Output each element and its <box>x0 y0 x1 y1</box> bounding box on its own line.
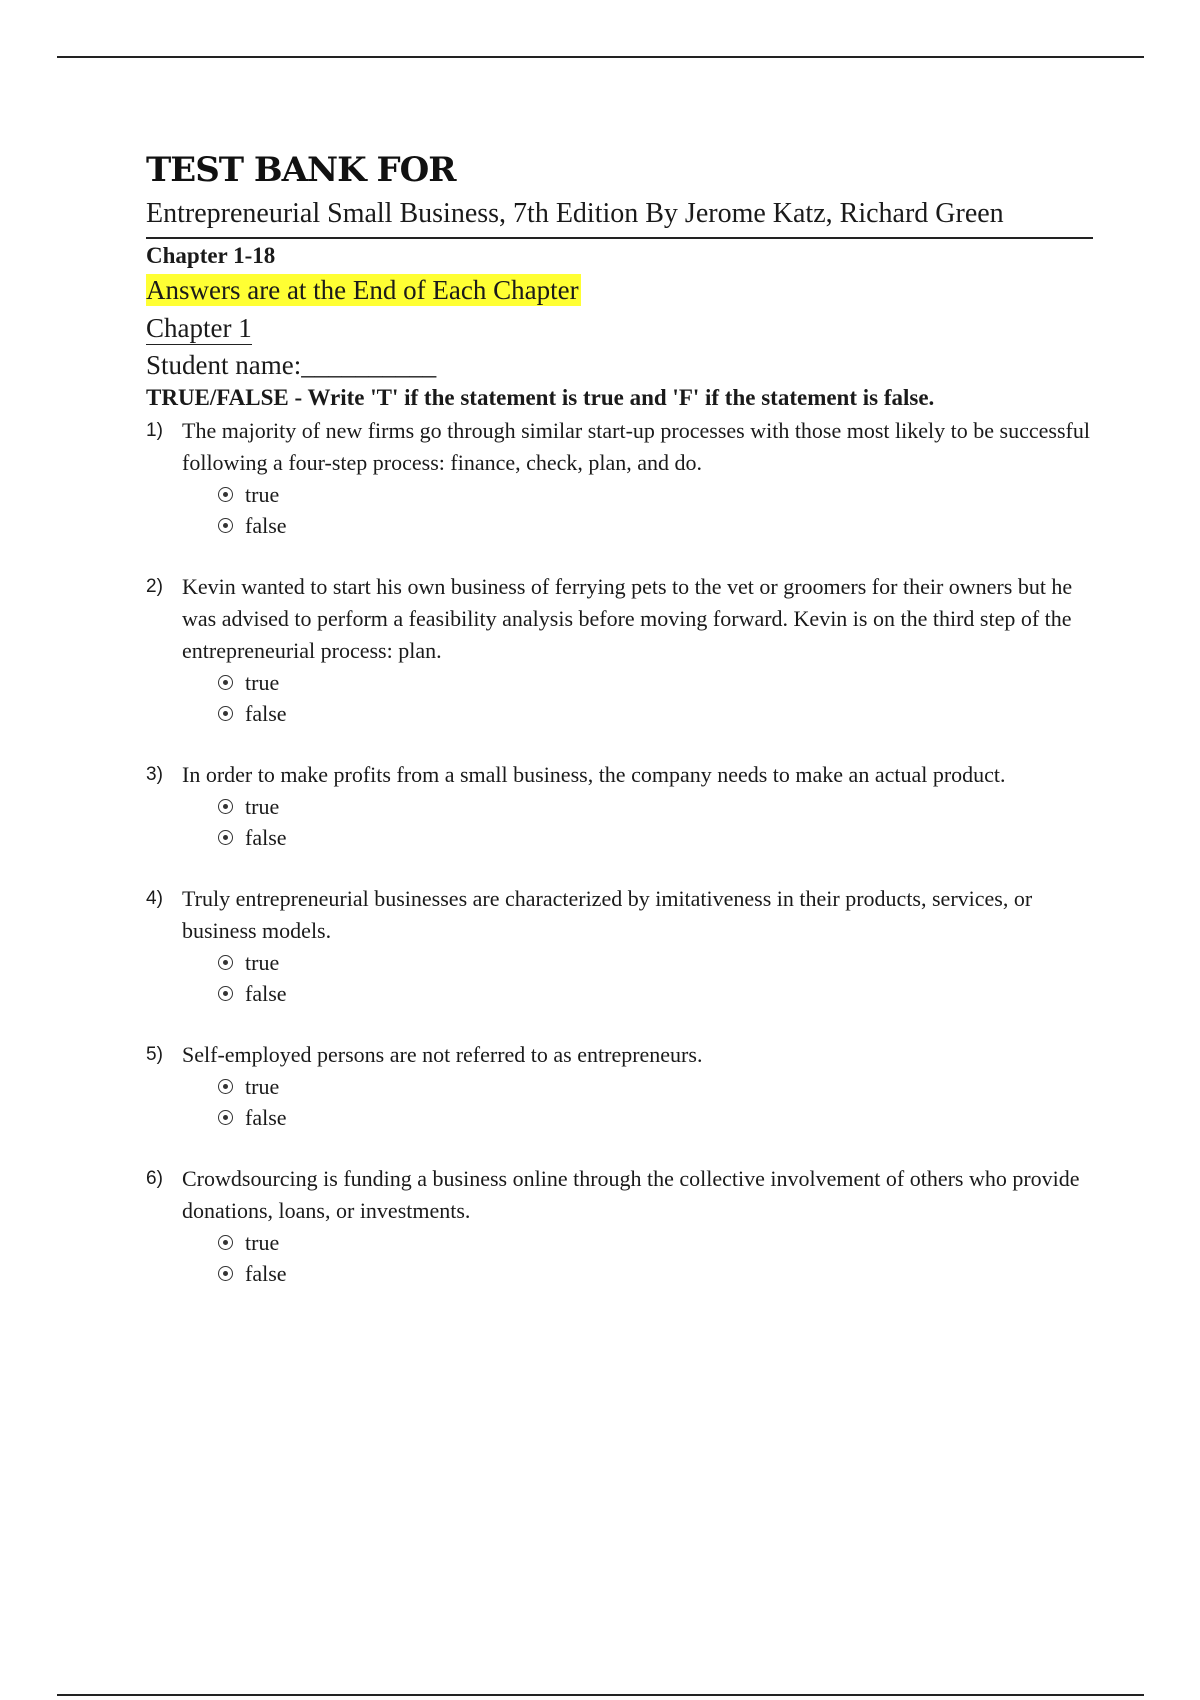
highlight-line <box>146 274 1093 308</box>
option-false[interactable] <box>218 1258 1093 1289</box>
question-5 <box>146 1039 1093 1133</box>
option-label: false <box>245 1104 287 1130</box>
radio-button-icon[interactable] <box>218 1110 233 1125</box>
question-1 <box>146 415 1093 541</box>
radio-button-icon[interactable] <box>218 518 233 533</box>
option-true[interactable] <box>218 1071 1093 1102</box>
student-name-field: Student name:__________ <box>146 350 437 380</box>
page-content <box>146 150 1093 1289</box>
bottom-rule <box>57 1694 1144 1696</box>
option-false[interactable] <box>218 510 1093 541</box>
option-label: true <box>245 1229 280 1255</box>
question-list <box>146 415 1093 1289</box>
instructions: TRUE/FALSE - Write 'T' if the statement is true and 'F' if the statement is false. <box>146 385 935 410</box>
option-label: true <box>245 1073 280 1099</box>
question-number: 1) <box>146 420 163 441</box>
option-label: true <box>245 481 280 507</box>
question-4 <box>146 883 1093 1009</box>
radio-button-icon[interactable] <box>218 675 233 690</box>
question-number: 2) <box>146 576 163 597</box>
radio-button-icon[interactable] <box>218 1235 233 1250</box>
question-text: The majority of new firms go through similar start-up processes with those most likely to be successful following a four-step process: finance, check, plan, and do. <box>182 418 1090 475</box>
radio-button-icon[interactable] <box>218 1079 233 1094</box>
top-rule <box>57 56 1144 58</box>
question-text: Truly entrepreneurial businesses are characterized by imitativeness in their products, services, or business models. <box>182 886 1033 943</box>
option-label: true <box>245 793 280 819</box>
chapter-heading-row <box>146 308 1093 345</box>
option-true[interactable] <box>218 479 1093 510</box>
question-number: 3) <box>146 764 163 785</box>
option-false[interactable] <box>218 978 1093 1009</box>
option-label: false <box>245 980 287 1006</box>
question-number: 5) <box>146 1044 163 1065</box>
answers-note: Answers are at the End of Each Chapter <box>146 275 579 305</box>
radio-button-icon[interactable] <box>218 706 233 721</box>
option-label: false <box>245 512 287 538</box>
question-2 <box>146 571 1093 729</box>
option-label: true <box>245 949 280 975</box>
question-number: 6) <box>146 1168 163 1189</box>
question-3 <box>146 759 1093 853</box>
option-true[interactable] <box>218 667 1093 698</box>
option-false[interactable] <box>218 1102 1093 1133</box>
radio-button-icon[interactable] <box>218 487 233 502</box>
radio-button-icon[interactable] <box>218 830 233 845</box>
question-text: In order to make profits from a small business, the company needs to make an actual product. <box>182 762 1006 787</box>
option-false[interactable] <box>218 822 1093 853</box>
option-label: false <box>245 1260 287 1286</box>
radio-button-icon[interactable] <box>218 1266 233 1281</box>
question-text: Kevin wanted to start his own business of ferrying pets to the vet or groomers for their owners but he was advised to perform a feasibility analysis before moving forward. Kevin is on the third step of the entrepreneurial process: plan. <box>182 574 1073 663</box>
chapter-range: Chapter 1-18 <box>146 243 276 268</box>
option-label: true <box>245 669 280 695</box>
chapter-heading: Chapter 1 <box>146 313 252 343</box>
question-text: Crowdsourcing is funding a business online through the collective involvement of others who provide donations, loans, or investments. <box>182 1166 1080 1223</box>
document-title: TEST BANK FOR <box>146 150 456 190</box>
radio-button-icon[interactable] <box>218 986 233 1001</box>
question-number: 4) <box>146 888 163 909</box>
question-6 <box>146 1163 1093 1289</box>
option-label: false <box>245 824 287 850</box>
option-true[interactable] <box>218 1227 1093 1258</box>
option-false[interactable] <box>218 698 1093 729</box>
option-true[interactable] <box>218 791 1093 822</box>
question-text: Self-employed persons are not referred to as entrepreneurs. <box>182 1042 703 1067</box>
option-true[interactable] <box>218 947 1093 978</box>
book-title: Entrepreneurial Small Business, 7th Edition By Jerome Katz, Richard Green <box>146 197 1093 239</box>
radio-button-icon[interactable] <box>218 955 233 970</box>
option-label: false <box>245 700 287 726</box>
radio-button-icon[interactable] <box>218 799 233 814</box>
